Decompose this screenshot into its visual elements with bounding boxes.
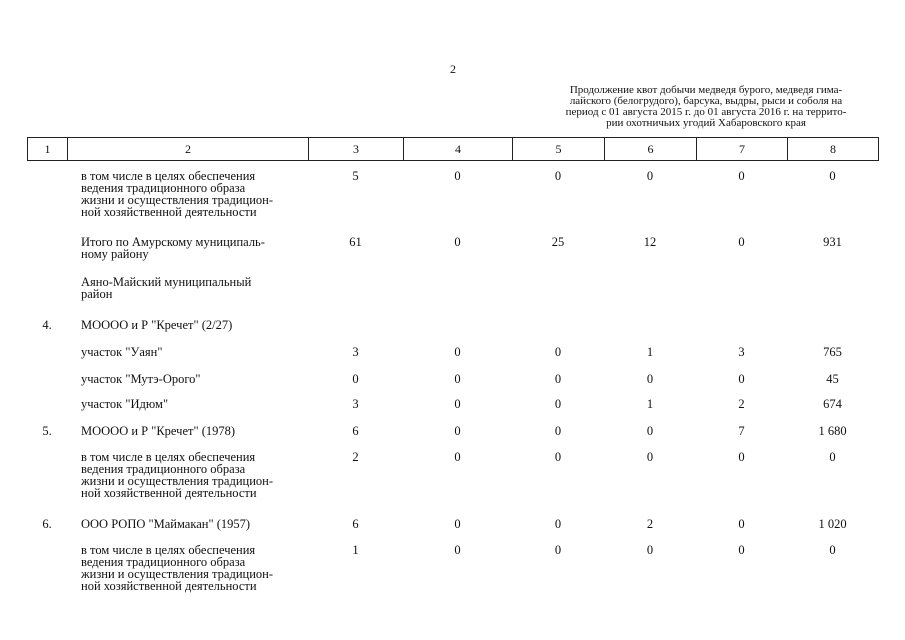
quota-table-body [27, 166, 878, 606]
cell-col-7: 7 [738, 424, 745, 438]
row-index [27, 341, 67, 368]
cell-col-3 [308, 314, 403, 341]
table-row [27, 447, 878, 513]
table-row [27, 540, 878, 606]
row-name-line: участок "Уаян" [81, 345, 163, 359]
cell-col-6: 0 [646, 450, 654, 464]
cell-col-5 [512, 314, 604, 341]
column-header-row [28, 138, 879, 161]
cell-col-3: 6 [352, 424, 359, 438]
cell-col-6: 12 [643, 235, 657, 249]
row-name-line: участок "Мутэ-Орого" [81, 372, 201, 386]
table-row [27, 166, 878, 232]
cell-col-4: 0 [454, 169, 461, 183]
row-name-line: район [81, 287, 113, 301]
cell-col-7: 0 [738, 372, 745, 386]
row-name [67, 314, 308, 341]
table-row [27, 232, 878, 272]
cell-col-6: 2 [646, 517, 654, 531]
cell-col-5: 0 [554, 372, 562, 386]
row-name-line: МОООО и Р "Кречет" (2/27) [81, 318, 233, 332]
cell-col-4: 0 [454, 397, 461, 411]
cell-col-6: 0 [646, 543, 654, 557]
cell-col-7: 0 [738, 517, 745, 531]
cell-col-6: 0 [646, 424, 654, 438]
cell-col-8: 0 [829, 450, 836, 464]
table-caption [520, 85, 892, 129]
row-name-line: ведения традиционного образа [81, 462, 246, 476]
cell-col-4: 0 [454, 517, 461, 531]
cell-col-5: 0 [554, 345, 562, 359]
cell-col-5: 25 [551, 235, 565, 249]
row-name-line: жизни и осуществления традицион- [81, 193, 273, 207]
cell-col-4: 0 [454, 372, 461, 386]
cell-col-3: 5 [352, 169, 359, 183]
row-name [67, 393, 308, 420]
cell-col-6: 0 [646, 372, 654, 386]
row-name-line: жизни и осуществления традицион- [81, 567, 273, 581]
cell-col-8 [787, 314, 878, 341]
row-name-line: ной хозяйственной деятельности [81, 205, 257, 219]
cell-col-5: 0 [554, 517, 562, 531]
cell-col-6: 1 [646, 345, 654, 359]
column-header-3: 3 [309, 138, 404, 161]
row-name-line: в том числе в целях обеспечения [81, 543, 256, 557]
row-name-line: Аяно-Майский муниципальный [81, 275, 252, 289]
cell-col-4: 0 [454, 424, 461, 438]
row-index [27, 232, 67, 272]
cell-col-8: 0 [829, 169, 836, 183]
column-header-table [27, 137, 879, 161]
cell-col-8: 674 [823, 397, 842, 411]
row-name [67, 166, 308, 232]
cell-col-7: 0 [738, 543, 745, 557]
row-name-line: ной хозяйственной деятельности [81, 486, 257, 500]
cell-col-3 [308, 272, 403, 314]
column-header-1: 1 [28, 138, 68, 161]
cell-col-7 [696, 272, 787, 314]
row-name-line: в том числе в целях обеспечения [81, 450, 256, 464]
row-name [67, 272, 308, 314]
cell-col-7: 0 [738, 235, 745, 249]
cell-col-7: 0 [738, 169, 745, 183]
cell-col-6 [604, 314, 696, 341]
cell-col-8: 0 [829, 543, 836, 557]
page-number: 2 [450, 62, 456, 76]
column-header-2: 2 [68, 138, 309, 161]
row-name-line: в том числе в целях обеспечения [81, 169, 256, 183]
row-name [67, 341, 308, 368]
cell-col-3: 6 [352, 517, 359, 531]
row-name-line: ной хозяйственной деятельности [81, 579, 257, 593]
cell-col-8: 765 [823, 345, 842, 359]
column-header-4: 4 [404, 138, 513, 161]
cell-col-4 [403, 314, 512, 341]
row-name-line: МОООО и Р "Кречет" (1978) [81, 424, 236, 438]
cell-col-8: 1 680 [818, 424, 847, 438]
row-name [67, 447, 308, 513]
caption-line: Продолжение квот добычи медведя бурого, медведя гима- [569, 84, 843, 96]
cell-col-3: 1 [352, 543, 359, 557]
cell-col-3: 2 [352, 450, 359, 464]
row-index [27, 540, 67, 606]
cell-col-7: 3 [738, 345, 745, 359]
row-name [67, 540, 308, 606]
cell-col-5: 0 [554, 169, 562, 183]
cell-col-7: 2 [738, 397, 745, 411]
row-name-line: ведения традиционного образа [81, 555, 246, 569]
table-row [27, 272, 878, 314]
row-index [27, 368, 67, 393]
cell-col-6: 0 [646, 169, 654, 183]
row-name-line: ООО РОПО "Маймакан" (1957) [81, 517, 251, 531]
cell-col-3: 3 [352, 345, 359, 359]
row-name-line: Итого по Амурскому муниципаль- [81, 235, 265, 249]
caption-line: лайского (белогрудого), барсука, выдры, рыси и соболя на [569, 95, 843, 107]
row-name-line: жизни и осуществления традицион- [81, 474, 273, 488]
row-name-line: участок "Идюм" [81, 397, 169, 411]
cell-col-3: 0 [352, 372, 359, 386]
cell-col-4: 0 [454, 543, 461, 557]
cell-col-4: 0 [454, 235, 461, 249]
cell-col-6 [604, 272, 696, 314]
cell-col-4 [403, 272, 512, 314]
cell-col-5: 0 [554, 397, 562, 411]
cell-col-6: 1 [646, 397, 654, 411]
table-row [27, 513, 878, 540]
cell-col-8 [787, 272, 878, 314]
cell-col-7 [696, 314, 787, 341]
cell-col-4: 0 [454, 450, 461, 464]
column-header-6: 6 [605, 138, 697, 161]
row-name-line: ному району [81, 247, 149, 261]
cell-col-5: 0 [554, 543, 562, 557]
column-header-5: 5 [513, 138, 605, 161]
column-header-7: 7 [697, 138, 788, 161]
cell-col-5: 0 [554, 450, 562, 464]
column-header-8: 8 [788, 138, 879, 161]
row-index [27, 166, 67, 232]
caption-line: рии охотничьих угодий Хабаровского края [606, 117, 806, 129]
cell-col-5: 0 [554, 424, 562, 438]
table-row [27, 314, 878, 341]
cell-col-7: 0 [738, 450, 745, 464]
table-row [27, 393, 878, 420]
cell-col-8: 45 [826, 372, 839, 386]
table-row [27, 368, 878, 393]
row-index [27, 272, 67, 314]
row-name [67, 368, 308, 393]
row-index [27, 393, 67, 420]
cell-col-3: 3 [352, 397, 359, 411]
row-index [27, 447, 67, 513]
cell-col-3: 61 [349, 235, 362, 249]
cell-col-8: 1 020 [818, 517, 847, 531]
row-name [67, 420, 308, 447]
cell-col-4: 0 [454, 345, 461, 359]
caption-line: период с 01 августа 2015 г. до 01 августа 2016 г. на террито- [565, 106, 847, 118]
cell-col-5 [512, 272, 604, 314]
row-name [67, 232, 308, 272]
row-name [67, 513, 308, 540]
row-index: 4. [42, 318, 52, 332]
table-row [27, 341, 878, 368]
table-row [27, 420, 878, 447]
row-index: 6. [42, 517, 52, 531]
row-name-line: ведения традиционного образа [81, 181, 246, 195]
cell-col-8: 931 [823, 235, 842, 249]
row-index: 5. [42, 424, 52, 438]
